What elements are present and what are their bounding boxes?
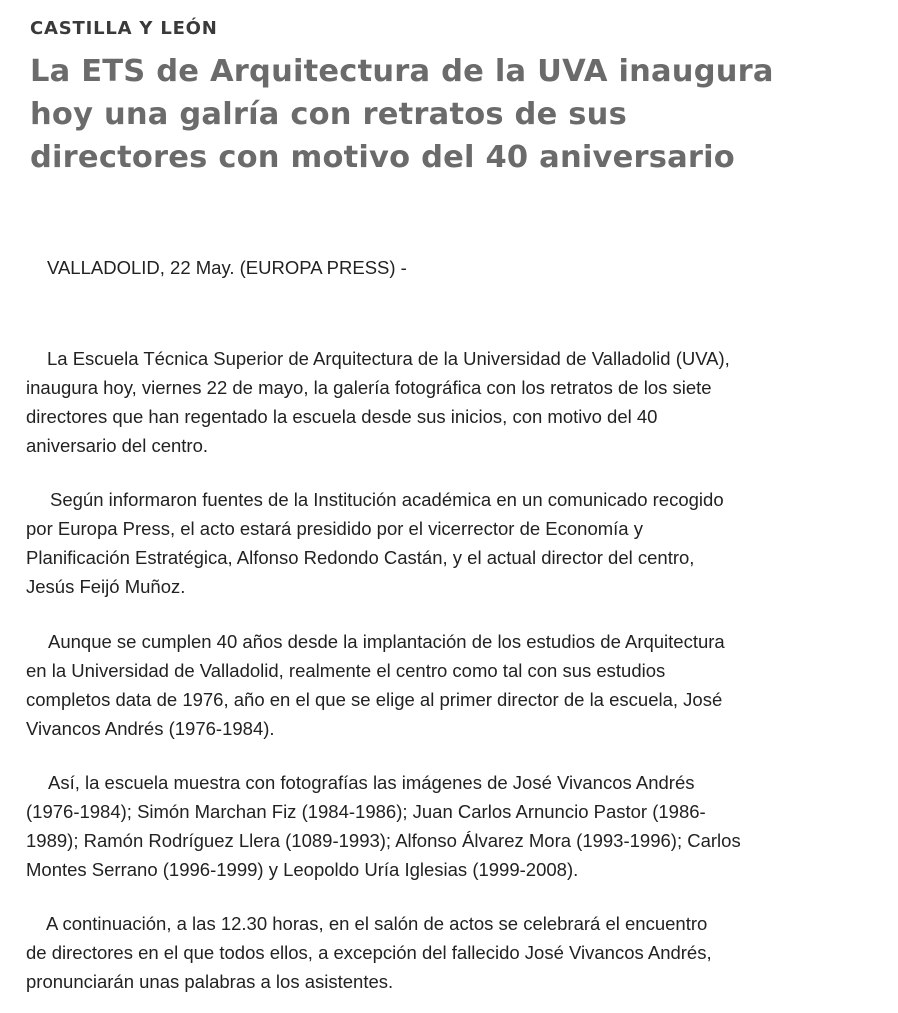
paragraph-3 [26, 627, 881, 743]
paragraph-line: Jesús Feijó Muñoz. [26, 576, 186, 597]
paragraph-line: (1976-1984); Simón Marchan Fiz (1984-1986); Juan Carlos Arnuncio Pastor (1986- [26, 801, 706, 822]
paragraph-line: de directores en el que todos ellos, a excepción del fallecido José Vivancos Andrés, [26, 942, 712, 963]
headline-line: La ETS de Arquitectura de la UVA inaugura [30, 54, 774, 89]
paragraph-line: por Europa Press, el acto estará presidido por el vicerrector de Economía y [26, 518, 643, 539]
paragraph-line: A continuación, a las 12.30 horas, en el salón de actos se celebrará el encuentro [46, 913, 708, 934]
paragraph-line: completos data de 1976, año en el que se elige al primer director de la escuela, José [26, 689, 723, 710]
paragraph-line: Montes Serrano (1996-1999) y Leopoldo Uría Iglesias (1999-2008). [26, 859, 579, 880]
paragraph-line: en la Universidad de Valladolid, realmente el centro como tal con sus estudios [26, 660, 666, 681]
paragraph-line: aniversario del centro. [26, 435, 209, 456]
headline-line: directores con motivo del 40 aniversario [30, 140, 735, 175]
paragraph-line: pronunciarán unas palabras a los asistentes. [26, 971, 394, 992]
paragraph-2 [26, 485, 881, 601]
paragraph-line: directores que han regentado la escuela desde sus inicios, con motivo del 40 [26, 406, 658, 427]
paragraph-line: 1989); Ramón Rodríguez Llera (1089-1993); Alfonso Álvarez Mora (1993-1996); Carlos [26, 830, 741, 851]
paragraph-line: Así, la escuela muestra con fotografías las imágenes de José Vivancos Andrés [48, 772, 695, 793]
headline [30, 50, 890, 179]
paragraph-5 [26, 909, 881, 996]
paragraph-line: Aunque se cumplen 40 años desde la implantación de los estudios de Arquitectura [48, 631, 725, 652]
section-label: CASTILLA Y LEÓN [30, 18, 218, 39]
headline-line: hoy una galría con retratos de sus [30, 97, 627, 132]
paragraph-line: La Escuela Técnica Superior de Arquitectura de la Universidad de Valladolid (UVA), [47, 348, 730, 369]
paragraph-line: Planificación Estratégica, Alfonso Redondo Castán, y el actual director del centro, [26, 547, 695, 568]
dateline: VALLADOLID, 22 May. (EUROPA PRESS) - [47, 257, 407, 278]
paragraph-4 [26, 768, 881, 884]
paragraph-line: inaugura hoy, viernes 22 de mayo, la galería fotográfica con los retratos de los siete [26, 377, 712, 398]
paragraph-1 [26, 344, 881, 460]
paragraph-line: Vivancos Andrés (1976-1984). [26, 718, 275, 739]
paragraph-line: Según informaron fuentes de la Institución académica en un comunicado recogido [50, 489, 724, 510]
